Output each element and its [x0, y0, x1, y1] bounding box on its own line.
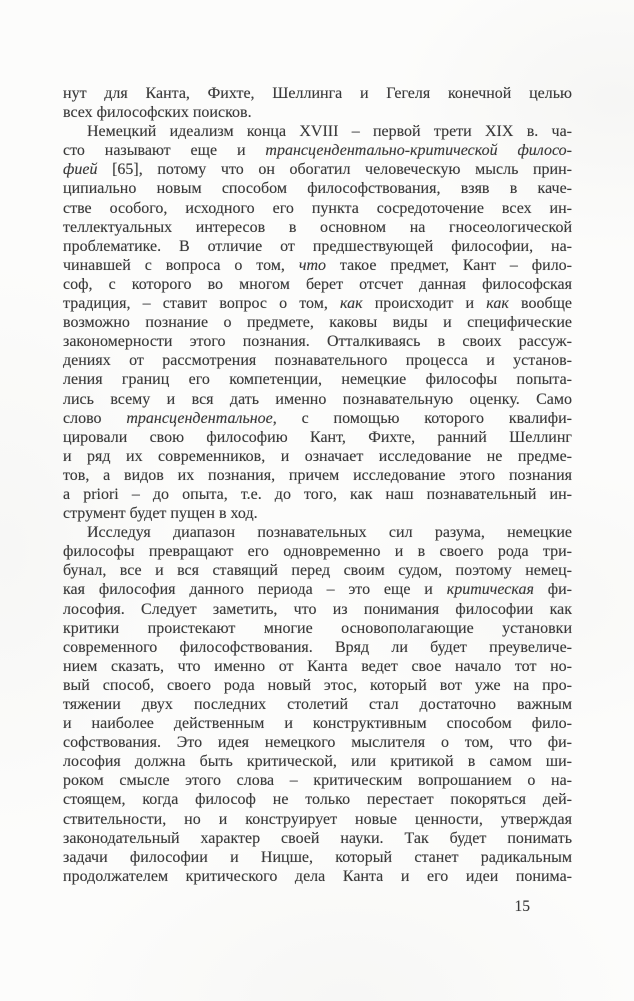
- text-block: [63, 84, 572, 886]
- text-line: [63, 561, 572, 580]
- text-line: [63, 466, 572, 485]
- italic-text-segment: критическая: [446, 581, 534, 599]
- text-line: [63, 256, 572, 275]
- text-segment: и наиболее действенным и конструктивным способом фило-: [63, 715, 572, 733]
- text-segment: вообще: [508, 295, 573, 313]
- text-segment: сто называют еще и: [63, 142, 266, 160]
- text-segment: стве особого, исходного его пункта сосредоточение всех ин-: [63, 199, 572, 217]
- text-segment: и ряд их современников, и означает исследование не предме-: [63, 447, 572, 465]
- text-segment: критики проистекают многие основополагающие установки: [63, 619, 572, 637]
- text-line: [63, 275, 572, 294]
- text-segment: философы превращают его одновременно и в своего рода три-: [63, 543, 572, 561]
- text-segment: бунал, все и вся ставящий перед своим судом, поэтому немец-: [63, 562, 572, 580]
- text-line: [63, 771, 572, 790]
- text-line: [63, 179, 572, 198]
- text-line: [63, 504, 572, 523]
- text-segment: происходит и: [362, 295, 487, 313]
- italic-text-segment: трансцендентальное: [126, 409, 273, 427]
- text-line: [63, 237, 572, 256]
- text-line: [63, 638, 572, 657]
- text-line: [63, 199, 572, 218]
- text-line: [63, 294, 572, 313]
- text-line: [63, 160, 572, 179]
- text-segment: нут для Канта, Фихте, Шеллинга и Гегеля конечной целью: [63, 85, 572, 102]
- text-line: [63, 695, 572, 714]
- text-segment: такое предмет, Кант – фило-: [326, 256, 573, 274]
- text-line: [63, 351, 572, 370]
- text-segment: теллектуальных интересов в основном на гносеологической: [63, 218, 572, 236]
- text-segment: чинавшей с вопроса о том,: [63, 256, 299, 274]
- text-segment: фи-: [533, 581, 573, 599]
- text-segment: возможно познание о предмете, каковы виды и специфические: [63, 314, 572, 332]
- text-line: [63, 103, 572, 122]
- text-segment: ципиально новым способом философствования, взяв в каче-: [63, 180, 572, 198]
- text-line: [63, 409, 572, 428]
- text-segment: традиция, – ставит вопрос о том,: [63, 295, 341, 313]
- text-line: [63, 752, 572, 771]
- text-segment: ления границ его компетенции, немецкие философы попыта-: [63, 371, 572, 389]
- text-line: [63, 676, 572, 695]
- text-segment: кая философия данного периода – это еще и: [63, 581, 447, 599]
- text-line: [63, 810, 572, 829]
- text-line: [63, 84, 572, 103]
- text-segment: современного философствования. Вряд ли будет преувеличе-: [63, 638, 572, 656]
- text-segment: цировали свою философию Кант, Фихте, ранний Шеллинг: [63, 428, 572, 446]
- page-number: 15: [514, 898, 530, 915]
- text-segment: лись всему и вся дать именно познавательную оценку. Само: [63, 390, 572, 408]
- text-segment: слово: [63, 409, 127, 427]
- text-line: [63, 332, 572, 351]
- text-segment: ствительности, но и конструирует новые ценности, утверждая: [63, 810, 572, 828]
- text-segment: всех философских поисков.: [63, 104, 252, 122]
- italic-text-segment: как: [340, 295, 363, 313]
- text-line: [63, 313, 572, 332]
- text-segment: продолжателем критического дела Канта и его идеи понима-: [63, 867, 572, 885]
- text-line: [63, 485, 572, 504]
- text-line: [63, 370, 572, 389]
- text-segment: тяжении двух последних столетий стал достаточно важным: [63, 696, 572, 713]
- text-segment: лософия. Следует заметить, что из понимания философии как: [63, 600, 572, 618]
- text-segment: роком смысле этого слова – критическим вопрошанием о на-: [63, 772, 572, 790]
- text-line: [63, 848, 572, 867]
- text-segment: соф, с которого во многом берет отсчет данная философская: [63, 275, 572, 293]
- text-line: [63, 542, 572, 561]
- text-line: [63, 867, 572, 886]
- text-segment: лософия должна быть критической, или критикой в самом ши-: [63, 753, 572, 771]
- text-segment: стоящем, когда философ не только перестает покоряться дей-: [63, 791, 572, 809]
- italic-text-segment: что: [298, 256, 326, 274]
- text-line: [63, 218, 572, 237]
- text-line: [63, 122, 572, 141]
- text-line: [63, 141, 572, 160]
- text-line: [63, 733, 572, 752]
- text-line: [63, 600, 572, 619]
- text-segment: Исследуя диапазон познавательных сил разума, немецкие: [87, 524, 572, 542]
- text-segment: a priori – до опыта, т.е. до того, как наш познавательный ин-: [63, 485, 572, 503]
- text-line: [63, 447, 572, 466]
- italic-text-segment: фией: [63, 161, 98, 179]
- text-line: [63, 714, 572, 733]
- text-segment: проблематике. В отличие от предшествующей философии, на-: [63, 237, 572, 255]
- text-line: [63, 390, 572, 409]
- text-line: [63, 428, 572, 447]
- text-line: [63, 523, 572, 542]
- text-segment: закономерности этого познания. Отталкиваясь в своих рассуж-: [63, 333, 572, 351]
- text-segment: , с помощью которого квалифи-: [272, 409, 572, 427]
- text-segment: дениях от рассмотрения познавательного процесса и установ-: [63, 352, 572, 370]
- text-segment: Немецкий идеализм конца XVIII – первой трети XIX в. ча-: [87, 123, 572, 141]
- text-line: [63, 829, 572, 848]
- text-segment: тов, а видов их познания, причем исследование этого познания: [63, 466, 572, 484]
- text-segment: струмент будет пущен в ход.: [63, 505, 258, 523]
- text-line: [63, 790, 572, 809]
- text-line: [63, 657, 572, 676]
- text-line: [63, 619, 572, 638]
- text-segment: вый способ, своего рода новый этос, который вот уже на про-: [63, 676, 572, 694]
- italic-text-segment: трансцендентально-критической филосо-: [265, 142, 572, 160]
- text-segment: задачи философии и Ницше, который станет радикальным: [63, 848, 572, 866]
- text-segment: [65], потому что он обогатил человеческую мысль прин-: [97, 161, 572, 179]
- text-segment: законодательный характер своей науки. Так будет понимать: [63, 829, 572, 847]
- text-segment: софствования. Это идея немецкого мыслителя о том, что фи-: [63, 734, 572, 752]
- text-segment: нием сказать, что именно от Канта ведет свое начало тот но-: [63, 657, 572, 675]
- italic-text-segment: как: [486, 295, 509, 313]
- text-line: [63, 580, 572, 599]
